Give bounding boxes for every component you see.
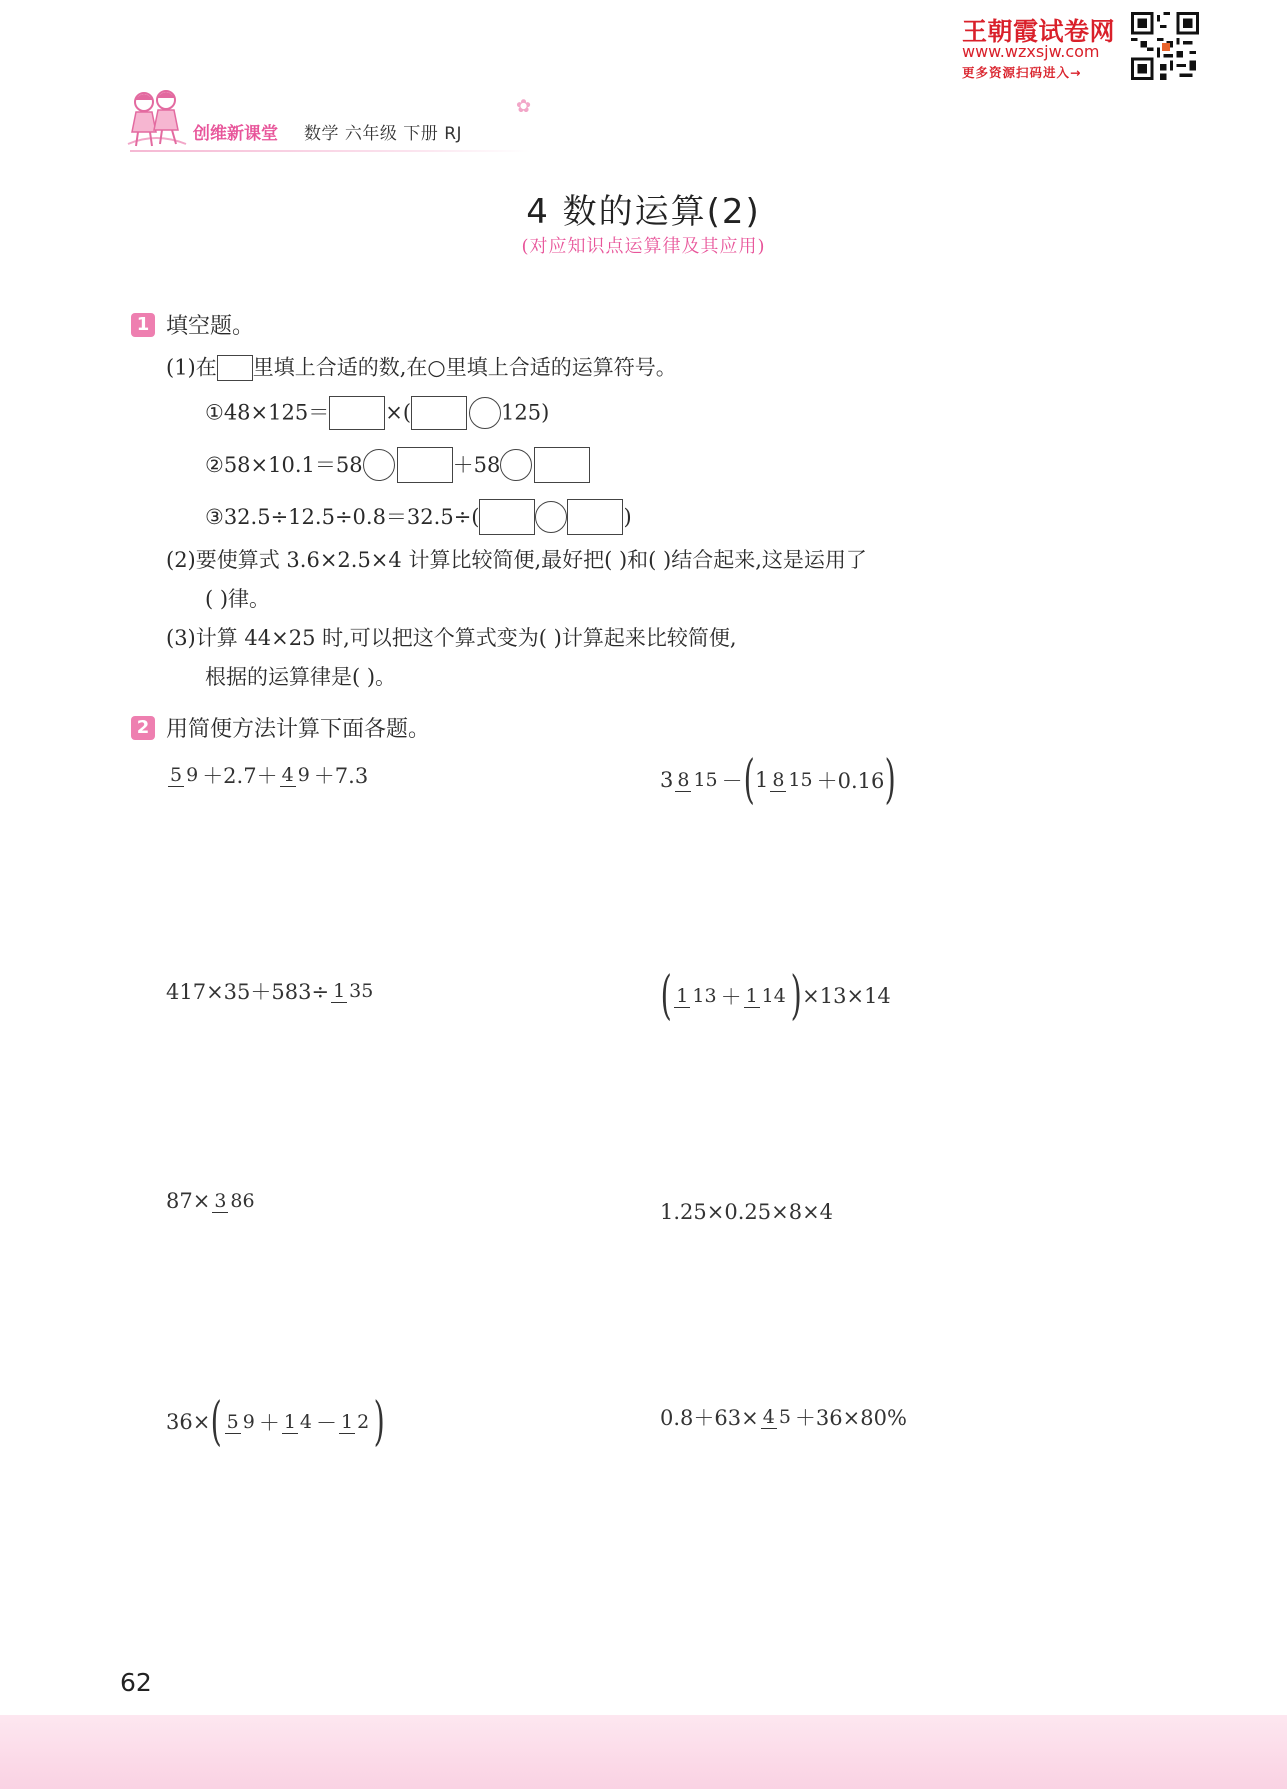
q1-item-3-text-b: ) — [623, 505, 632, 529]
numerator: 4 — [762, 1405, 775, 1428]
q2-line-2: ( )律。 — [205, 587, 271, 611]
q1-item-2 — [205, 447, 590, 483]
problem-4 — [660, 966, 891, 1026]
left-paren: ( — [210, 1392, 223, 1452]
expr-text: － — [316, 1411, 337, 1435]
q1-item-1-text-a: ①48×125＝ — [205, 400, 330, 425]
q2-line-1: (2)要使算式 3.6×2.5×4 计算比较简便,最好把( )和( )结合起来,这是运用了 — [166, 548, 867, 572]
denominator: 2 — [357, 1410, 370, 1433]
whole-number: 3 — [660, 768, 674, 792]
numerator: 5 — [226, 1410, 239, 1433]
problem-8 — [660, 1402, 907, 1432]
q1-item-3-text-a: ③32.5÷12.5÷0.8＝32.5÷( — [205, 505, 480, 529]
expr-text: 417×35＋583÷ — [166, 980, 330, 1004]
problem-2 — [660, 750, 897, 810]
numerator: 8 — [772, 768, 785, 791]
numerator: 1 — [333, 979, 346, 1002]
fraction — [280, 764, 312, 787]
answer-box[interactable] — [567, 499, 623, 535]
left-paren: ( — [743, 750, 755, 810]
denominator: 9 — [242, 1410, 255, 1433]
operator-circle[interactable] — [469, 397, 501, 429]
answer-box[interactable] — [329, 396, 385, 430]
denominator: 14 — [761, 984, 786, 1007]
answer-box[interactable] — [534, 447, 590, 483]
denominator: 5 — [778, 1405, 791, 1428]
kids-logo-illustration — [126, 88, 188, 152]
section-1-badge: 1 — [131, 313, 155, 337]
numerator: 5 — [170, 763, 183, 786]
fraction — [225, 1411, 257, 1434]
problem-1 — [166, 760, 368, 790]
expr-text: ×13×14 — [802, 984, 891, 1008]
fraction — [339, 1411, 371, 1434]
q1-instruction — [166, 350, 677, 384]
page-subtitle: (对应知识点运算律及其应用) — [521, 236, 766, 257]
expr-text: ＋36×80% — [794, 1406, 907, 1430]
fraction — [674, 985, 718, 1008]
expr-text: 87× — [166, 1189, 211, 1213]
footer-band — [0, 1715, 1287, 1789]
section-2-title: 用简便方法计算下面各题。 — [166, 717, 431, 742]
q1-item-2-text-b: ＋58 — [452, 453, 501, 477]
fraction — [761, 1406, 793, 1429]
denominator: 15 — [788, 768, 813, 791]
section-2-badge: 2 — [131, 716, 155, 740]
header-divider — [130, 150, 530, 152]
qr-code-icon — [1131, 12, 1199, 80]
right-paren: ) — [884, 750, 897, 810]
q1-item-1-text-c: 125) — [501, 400, 550, 425]
expr-text: ＋2.7＋ — [202, 764, 278, 788]
operator-circle[interactable] — [500, 449, 532, 481]
denominator: 4 — [299, 1410, 312, 1433]
fraction — [770, 769, 814, 792]
denominator: 15 — [693, 768, 718, 791]
expr-text: ＋0.16 — [816, 769, 885, 793]
answer-box[interactable] — [411, 396, 467, 430]
numerator: 4 — [281, 763, 294, 786]
numerator: 1 — [283, 1410, 296, 1433]
answer-box[interactable] — [397, 447, 453, 483]
q3-line-2: 根据的运算律是( )。 — [205, 665, 397, 689]
problem-6 — [660, 1200, 833, 1224]
problem-7 — [166, 1392, 385, 1452]
expr-text: 1.25×0.25×8×4 — [660, 1200, 834, 1224]
watermark-scan-text: 更多资源扫码进入→ — [962, 65, 1082, 80]
q1-text-a: (1)在 — [166, 355, 217, 380]
expr-text: ＋ — [720, 985, 742, 1009]
numerator: 3 — [214, 1189, 227, 1212]
numerator: 1 — [676, 984, 689, 1007]
q1-item-1-text-b: ×( — [385, 400, 412, 425]
denominator: 9 — [297, 763, 310, 786]
expr-text: － — [721, 769, 743, 793]
operator-circle[interactable] — [363, 449, 395, 481]
left-paren: ( — [660, 966, 672, 1026]
denominator: 35 — [349, 979, 374, 1002]
flower-decoration-icon: ✿ — [516, 96, 532, 117]
operator-circle[interactable] — [535, 501, 567, 533]
numerator: 8 — [677, 768, 690, 791]
numerator: 1 — [745, 984, 758, 1007]
right-paren: ) — [373, 1392, 385, 1452]
q3-line-1: (3)计算 44×25 时,可以把这个算式变为( )计算起来比较简便, — [166, 626, 737, 650]
answer-box-sample — [217, 355, 253, 381]
expr-text: 0.8＋63× — [660, 1406, 759, 1430]
section-1-title: 填空题。 — [166, 314, 255, 339]
page-number: 62 — [120, 1668, 152, 1697]
problem-5 — [166, 1189, 259, 1213]
watermark-url: www.wzxsjw.com — [962, 42, 1100, 61]
fraction — [282, 1411, 314, 1434]
expr-text: ＋7.3 — [313, 764, 369, 788]
fraction — [168, 764, 200, 787]
watermark-name: 王朝霞试卷网 — [962, 17, 1116, 46]
page-title: 4 数的运算(2) — [526, 192, 761, 232]
q1-item-3 — [205, 499, 632, 535]
whole-number: 1 — [754, 768, 769, 792]
problem-3 — [166, 976, 377, 1006]
numerator: 1 — [341, 1410, 354, 1433]
fraction — [744, 985, 788, 1008]
expr-text: 36× — [166, 1410, 211, 1434]
denominator: 13 — [692, 984, 717, 1007]
q1-item-2-text-a: ②58×10.1＝58 — [205, 453, 363, 477]
fraction — [212, 1190, 256, 1213]
q1-item-1 — [205, 395, 549, 430]
subject-label: 数学 六年级 下册 RJ — [304, 124, 463, 144]
fraction — [675, 769, 719, 792]
q1-text-b: 里填上合适的数,在○里填上合适的运算符号。 — [252, 355, 677, 380]
right-paren: ) — [790, 966, 802, 1026]
denominator: 9 — [186, 763, 199, 786]
denominator: 86 — [230, 1189, 255, 1212]
series-name: 创维新课堂 — [193, 124, 278, 144]
answer-box[interactable] — [479, 499, 535, 535]
expr-text: ＋ — [258, 1411, 280, 1435]
fraction — [331, 980, 375, 1003]
